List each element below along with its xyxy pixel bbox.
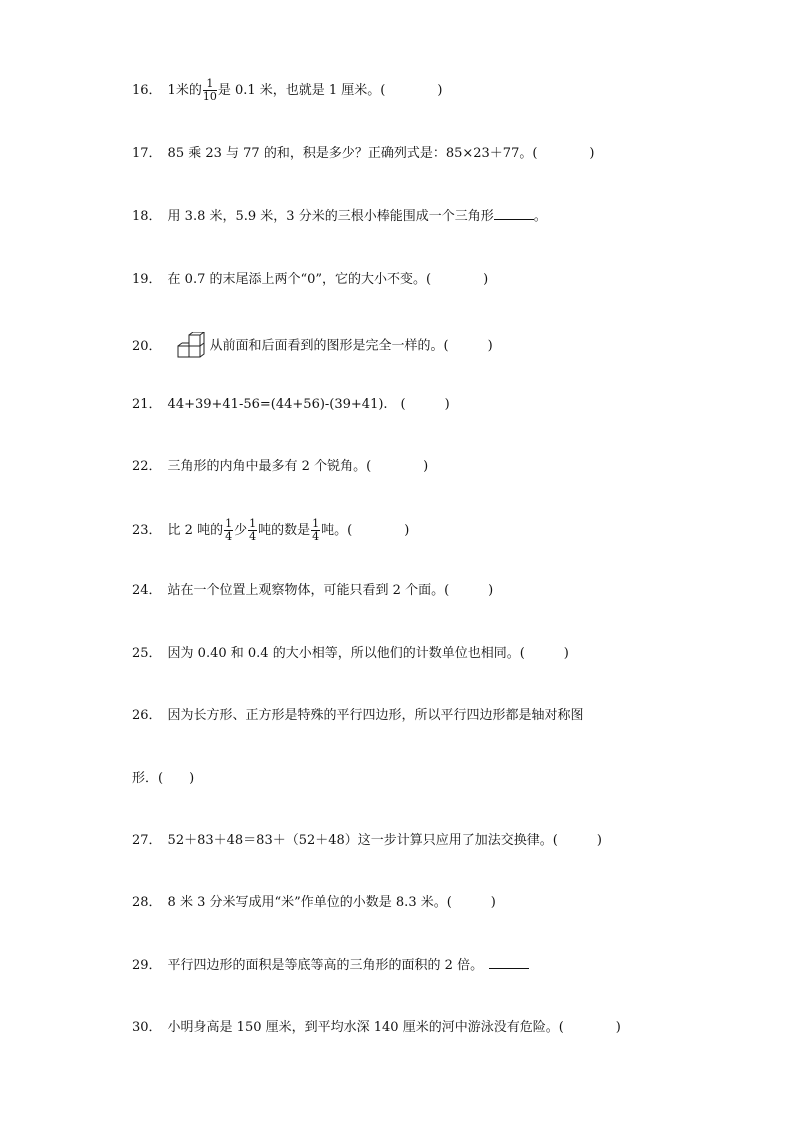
question-text: 52＋83＋48＝83＋（52＋48）这一步计算只应用了加法交换律。( ) <box>167 833 602 848</box>
question-21 <box>132 395 450 415</box>
question-29 <box>132 956 529 976</box>
question-number: 22． <box>132 459 162 474</box>
question-tail: 。 <box>533 209 547 224</box>
question-number: 30． <box>132 1020 162 1035</box>
question-16 <box>132 78 442 103</box>
question-26-continued <box>132 769 194 789</box>
question-number: 17． <box>132 146 162 161</box>
question-17 <box>132 144 595 164</box>
question-number: 21． <box>132 397 162 412</box>
question-26 <box>132 706 584 726</box>
question-text: 吨。( ) <box>321 523 410 538</box>
question-20 <box>132 332 493 360</box>
question-text: 用 3.8 米，5.9 米，3 分米的三根小棒能围成一个三角形 <box>167 209 494 224</box>
question-number: 20． <box>132 338 162 354</box>
question-text: 少 <box>234 523 248 538</box>
question-number: 26． <box>132 708 162 723</box>
question-number: 19． <box>132 272 162 287</box>
question-text: 形．( ) <box>132 771 195 786</box>
question-text: 因为 0.40 和 0.4 的大小相等，所以他们的计数单位也相同。( ) <box>167 646 569 661</box>
fraction <box>248 518 257 543</box>
question-text: 小明身高是 150 厘米，到平均水深 140 厘米的河中游泳没有危险。( ) <box>167 1020 621 1035</box>
question-28 <box>132 893 496 913</box>
question-number: 25． <box>132 646 162 661</box>
question-text: 比 2 吨的 <box>167 523 224 538</box>
question-text: 8 米 3 分米写成用“米”作单位的小数是 8.3 米。( ) <box>167 895 496 910</box>
question-text: 平行四边形的面积是等底等高的三角形的面积的 2 倍。 <box>167 958 484 973</box>
question-text: 85 乘 23 与 77 的和，积是多少？正确列式是：85×23＋77。( ) <box>167 146 595 161</box>
question-text: 从前面和后面看到的图形是完全一样的。( ) <box>209 338 493 354</box>
question-text: 1米的 <box>167 83 202 98</box>
question-number: 18． <box>132 209 162 224</box>
question-text: 三角形的内角中最多有 2 个锐角。( ) <box>167 459 429 474</box>
question-number: 29． <box>132 958 162 973</box>
numerator: 1 <box>203 78 217 91</box>
question-text: 因为长方形、正方形是特殊的平行四边形，所以平行四边形都是轴对称图 <box>167 708 584 723</box>
numerator: 1 <box>312 517 320 530</box>
question-text: 是 0.1 米，也就是 1 厘米。( ) <box>217 83 443 98</box>
question-number: 24． <box>132 583 162 598</box>
fraction <box>203 78 217 103</box>
question-19 <box>132 270 488 290</box>
question-text: 在 0.7 的末尾添上两个“0”，它的大小不变。( ) <box>167 272 489 287</box>
denominator: 10 <box>202 90 217 103</box>
question-number: 28． <box>132 895 162 910</box>
denominator: 4 <box>249 530 257 543</box>
question-text: 吨的数是 <box>258 523 311 538</box>
question-number: 16． <box>132 83 162 98</box>
question-22 <box>132 457 428 477</box>
question-24 <box>132 581 493 601</box>
numerator: 1 <box>225 517 233 530</box>
question-number: 23． <box>132 523 162 538</box>
fraction <box>224 518 233 543</box>
question-25 <box>132 644 569 664</box>
numerator: 1 <box>249 517 257 530</box>
answer-blank[interactable] <box>489 956 529 969</box>
question-text: 44+39+41-56=(44+56)-(39+41). ( ) <box>167 397 450 412</box>
denominator: 4 <box>312 530 320 543</box>
fraction <box>311 518 320 543</box>
question-18 <box>132 207 547 227</box>
question-27 <box>132 831 602 851</box>
question-number: 27． <box>132 833 162 848</box>
cubes-figure-icon <box>176 332 206 360</box>
question-23 <box>132 518 409 543</box>
denominator: 4 <box>225 530 233 543</box>
question-text: 站在一个位置上观察物体，可能只看到 2 个面。( ) <box>167 583 494 598</box>
question-30 <box>132 1018 621 1038</box>
answer-blank[interactable] <box>494 207 534 220</box>
